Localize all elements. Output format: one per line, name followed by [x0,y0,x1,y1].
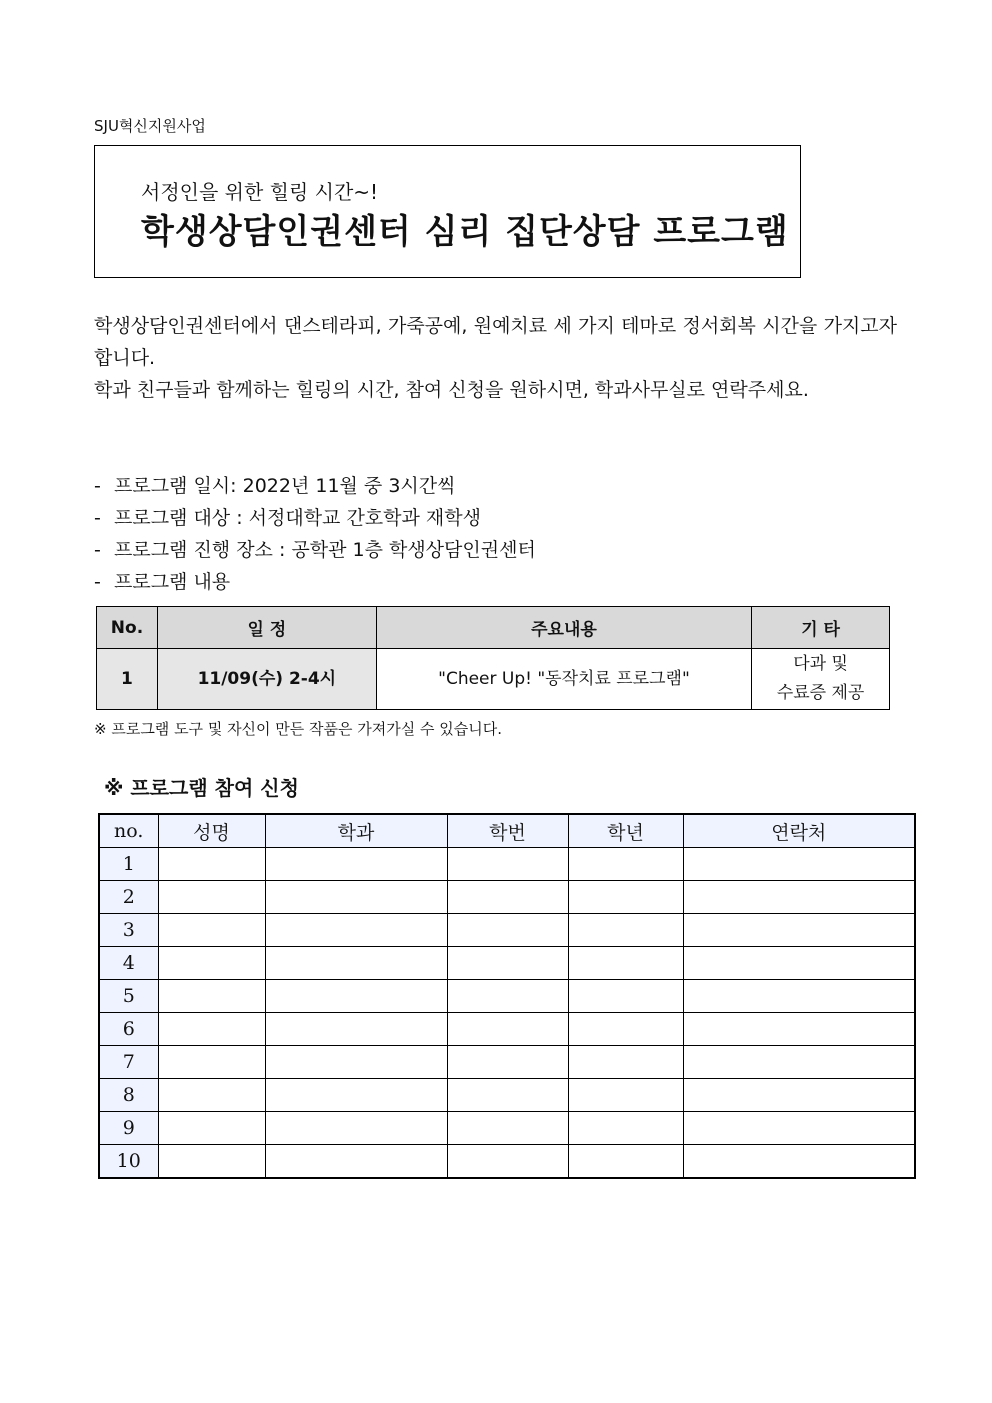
schedule-etc [752,649,890,710]
detail-item: - 프로그램 일시: 2022년 11월 중 3시간씩 [94,470,536,502]
etc-line: 다과 및 [793,654,848,674]
grade-cell[interactable] [568,1145,683,1179]
table-header-row [97,607,890,649]
row-number: 9 [99,1112,158,1145]
name-cell[interactable] [158,1046,265,1079]
note: ※ 프로그램 도구 및 자신이 만든 작품은 가져가실 수 있습니다. [94,720,503,738]
column-header: 학년 [568,814,683,848]
row-number: 8 [99,1079,158,1112]
contact-cell[interactable] [683,980,915,1013]
name-cell[interactable] [158,1112,265,1145]
contact-cell[interactable] [683,947,915,980]
contact-cell[interactable] [683,1079,915,1112]
contact-cell[interactable] [683,881,915,914]
intro-paragraph: 학과 친구들과 함께하는 힐링의 시간, 참여 신청을 원하시면, 학과사무실로 연락주세요. [94,379,809,401]
student-id-cell[interactable] [447,1145,568,1179]
contact-cell[interactable] [683,848,915,881]
grade-cell[interactable] [568,1112,683,1145]
name-cell[interactable] [158,980,265,1013]
department-cell[interactable] [265,1046,447,1079]
row-number: 7 [99,1046,158,1079]
table-row [99,1145,915,1179]
detail-item: - 프로그램 내용 [94,566,536,598]
header-label: SJU혁신지원사업 [94,117,206,135]
contact-cell[interactable] [683,1145,915,1179]
department-cell[interactable] [265,1112,447,1145]
student-id-cell[interactable] [447,1079,568,1112]
contact-cell[interactable] [683,1013,915,1046]
program-details [94,470,536,598]
department-cell[interactable] [265,1079,447,1112]
student-id-cell[interactable] [447,980,568,1013]
row-number: 6 [99,1013,158,1046]
schedule-content: "Cheer Up! "동작치료 프로그램" [376,649,751,710]
row-number: 2 [99,881,158,914]
table-row [99,1112,915,1145]
student-id-cell[interactable] [447,947,568,980]
column-header: 일 정 [157,607,376,649]
name-cell[interactable] [158,1145,265,1179]
detail-text: 프로그램 대상 : 서정대학교 간호학과 재학생 [114,507,481,529]
table-row [99,881,915,914]
department-cell[interactable] [265,914,447,947]
grade-cell[interactable] [568,1079,683,1112]
detail-item: - 프로그램 대상 : 서정대학교 간호학과 재학생 [94,502,536,534]
department-cell[interactable] [265,881,447,914]
detail-text: 프로그램 진행 장소 : 공학관 1층 학생상담인권센터 [114,539,536,561]
grade-cell[interactable] [568,881,683,914]
table-row [99,1079,915,1112]
title-box [94,145,801,278]
department-cell[interactable] [265,1145,447,1179]
table-row [99,1046,915,1079]
student-id-cell[interactable] [447,1046,568,1079]
grade-cell[interactable] [568,848,683,881]
schedule-date: 11/09(수) 2-4시 [157,649,376,710]
contact-cell[interactable] [683,1112,915,1145]
table-header-row [99,814,915,848]
detail-item: - 프로그램 진행 장소 : 공학관 1층 학생상담인권센터 [94,534,536,566]
detail-text: 프로그램 내용 [114,571,231,593]
column-header: no. [99,814,158,848]
contact-cell[interactable] [683,1046,915,1079]
student-id-cell[interactable] [447,1013,568,1046]
student-id-cell[interactable] [447,881,568,914]
student-id-cell[interactable] [447,848,568,881]
name-cell[interactable] [158,947,265,980]
row-number: 1 [97,649,158,710]
column-header: 학번 [447,814,568,848]
column-header: 연락처 [683,814,915,848]
grade-cell[interactable] [568,1046,683,1079]
column-header: 성명 [158,814,265,848]
intro-paragraph: 학생상담인권센터에서 댄스테라피, 가죽공예, 원예치료 세 가지 테마로 정서회복 시간을 가지고자 합니다. [94,315,897,369]
contact-cell[interactable] [683,914,915,947]
name-cell[interactable] [158,1013,265,1046]
column-header: 주요내용 [376,607,751,649]
table-row [99,947,915,980]
intro-text [94,310,897,406]
row-number: 10 [99,1145,158,1179]
row-number: 1 [99,848,158,881]
table-row [99,1013,915,1046]
etc-line: 수료증 제공 [776,683,865,703]
table-row [99,914,915,947]
page-title: 학생상담인권센터 심리 집단상담 프로그램 [141,212,789,252]
grade-cell[interactable] [568,914,683,947]
name-cell[interactable] [158,1079,265,1112]
student-id-cell[interactable] [447,914,568,947]
schedule-table [96,606,890,710]
department-cell[interactable] [265,1013,447,1046]
column-header: 학과 [265,814,447,848]
row-number: 4 [99,947,158,980]
department-cell[interactable] [265,980,447,1013]
subtitle: 서정인을 위한 힐링 시간~! [141,180,379,204]
row-number: 5 [99,980,158,1013]
table-row [97,649,890,710]
department-cell[interactable] [265,848,447,881]
department-cell[interactable] [265,947,447,980]
column-header: 기 타 [752,607,890,649]
table-row [99,980,915,1013]
column-header: No. [97,607,158,649]
grade-cell[interactable] [568,947,683,980]
detail-text: 프로그램 일시: 2022년 11월 중 3시간씩 [114,475,456,497]
application-title: ※ 프로그램 참여 신청 [104,776,299,800]
name-cell[interactable] [158,914,265,947]
name-cell[interactable] [158,881,265,914]
grade-cell[interactable] [568,980,683,1013]
table-row [99,848,915,881]
student-id-cell[interactable] [447,1112,568,1145]
application-table [98,813,916,1179]
grade-cell[interactable] [568,1013,683,1046]
row-number: 3 [99,914,158,947]
name-cell[interactable] [158,848,265,881]
